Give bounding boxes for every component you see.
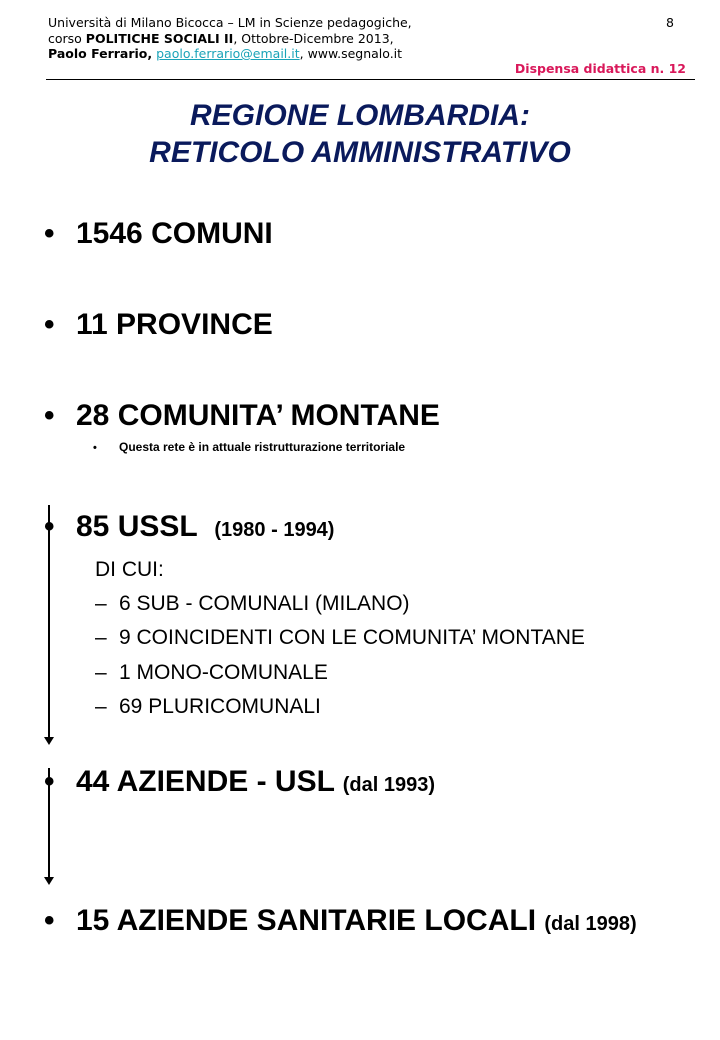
aziende-usl-period: (dal 1993) (342, 774, 435, 796)
bullet-aziende-sanitarie: • 15 AZIENDE SANITARIE LOCALI (dal 1998) (44, 904, 637, 937)
sub-note: • Questa rete è in attuale ristrutturazione territoriale (93, 440, 406, 454)
bullet-dot: • (44, 399, 55, 432)
page-title (0, 97, 720, 171)
ussl-item: – 1 MONO-COMUNALE (95, 661, 328, 684)
bullet-province: • 11 PROVINCE (44, 308, 273, 341)
document-header (48, 15, 688, 62)
sub-bullet-dot: • (93, 442, 97, 454)
bullet-comunita-montane: • 28 COMUNITA’ MONTANE (44, 399, 440, 432)
page-number: 8 (666, 15, 674, 30)
bullet-comuni: • 1546 COMUNI (44, 217, 273, 250)
ussl-intro: DI CUI: (95, 558, 164, 581)
ussl-item: – 6 SUB - COMUNALI (MILANO) (95, 592, 410, 615)
dispensa-label: Dispensa didattica n. 12 (514, 61, 686, 76)
ussl-period: (1980 - 1994) (214, 519, 335, 541)
header-line-3: Paolo Ferrario, paolo.ferrario@email.it, www.segnalo.it (48, 46, 403, 61)
header-line-2: corso POLITICHE SOCIALI II, Ottobre-Dicembre 2013, (48, 30, 394, 46)
title-line-1: REGIONE LOMBARDIA: (190, 99, 530, 132)
header-line-1: Università di Milano Bicocca – LM in Scienze pedagogiche, (48, 15, 412, 30)
bullet-dot: • (44, 904, 55, 937)
ussl-item: – 69 PLURICOMUNALI (95, 695, 321, 718)
title-line-2: RETICOLO AMMINISTRATIVO (149, 136, 571, 169)
bullet-ussl: • 85 USSL (1980 - 1994) (44, 510, 335, 543)
course-name: POLITICHE SOCIALI II (85, 30, 234, 46)
author-name: Paolo Ferrario, (48, 46, 153, 61)
bullet-dot: • (44, 217, 55, 250)
bullet-dot: • (44, 308, 55, 341)
aziende-sanitarie-period: (dal 1998) (544, 913, 637, 935)
bullet-dot: • (44, 765, 55, 798)
bullet-aziende-usl: • 44 AZIENDE - USL (dal 1993) (44, 765, 435, 798)
ussl-item: – 9 COINCIDENTI CON LE COMUNITA’ MONTANE (95, 626, 585, 649)
bullet-dot: • (44, 510, 55, 543)
header-divider (46, 79, 695, 80)
author-email-link[interactable]: paolo.ferrario@email.it (156, 46, 300, 61)
